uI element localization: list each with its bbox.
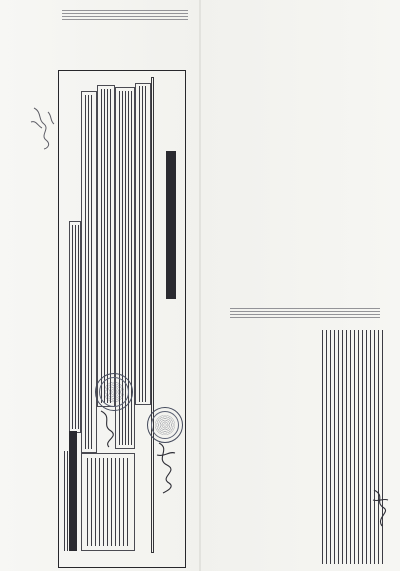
applicant-block	[135, 83, 151, 405]
registration-block	[81, 453, 135, 551]
registration-lines	[85, 458, 131, 546]
right-signature	[370, 486, 392, 530]
standards-lines	[100, 89, 112, 403]
handwritten-margin-note	[26, 104, 60, 150]
left-page-title	[59, 71, 60, 72]
page-top-edge-text	[62, 8, 188, 20]
left-signature-upper	[153, 441, 181, 495]
registration-text	[82, 454, 83, 455]
standards-text	[98, 86, 99, 87]
standards-block	[97, 85, 115, 407]
left-stamp-upper	[147, 407, 183, 443]
left-signatory-lines	[63, 451, 69, 551]
left-declaration-frame	[58, 70, 186, 568]
registration-heading-bar	[69, 431, 77, 551]
applicant-lines	[138, 86, 148, 402]
validity-text	[70, 222, 71, 223]
right-signatory	[200, 0, 201, 1]
validity-block	[69, 221, 81, 433]
right-header-line-3	[320, 330, 321, 331]
left-signatory	[59, 71, 60, 72]
applicant-text	[136, 84, 137, 85]
basis-block	[81, 91, 97, 453]
basis-lines	[84, 95, 94, 449]
declaration-title-bar	[166, 151, 176, 299]
right-header-line-2	[320, 330, 321, 331]
left-signature-lower	[97, 407, 121, 451]
left-stamp-lower	[95, 373, 133, 411]
registration-heading	[69, 431, 70, 432]
validity-lines	[71, 225, 79, 429]
basis-text	[82, 92, 83, 93]
right-page-top-edge-text	[230, 306, 380, 318]
product-text	[116, 88, 117, 89]
right-header-line-1	[320, 330, 321, 331]
right-page	[200, 0, 400, 571]
